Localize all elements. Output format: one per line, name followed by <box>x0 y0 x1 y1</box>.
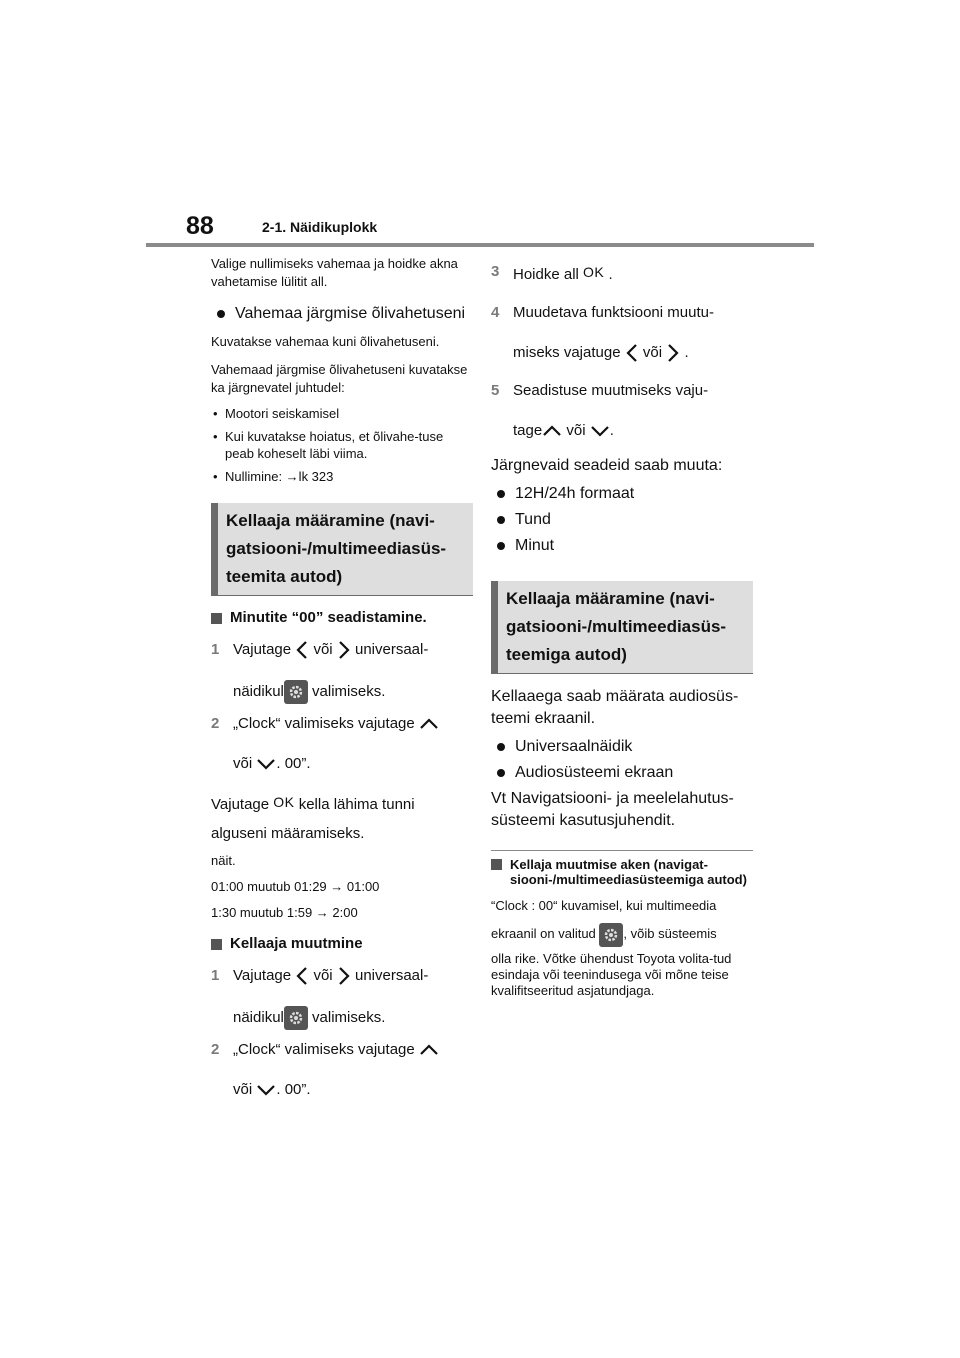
right-column <box>491 262 753 999</box>
chevron-left-icon <box>295 640 309 660</box>
bullet-dot <box>497 769 505 777</box>
subheading-minutes <box>211 608 473 628</box>
left-column <box>211 255 473 1100</box>
bullet-text: Vahemaa järgmise õlivahetuseni <box>235 305 466 322</box>
chevron-down-icon <box>590 424 610 438</box>
chevron-left-icon <box>295 966 309 986</box>
step-number: 3 <box>491 263 500 280</box>
chevron-up-icon <box>542 424 562 438</box>
example-2: 1:30 muutub 1:59 → 2:00 <box>211 905 358 921</box>
step-number: 2 <box>211 1041 220 1059</box>
ok-icon: OK <box>273 794 295 811</box>
step-5: 5 Seadistuse muutmiseks vaju- tage või . <box>491 382 709 440</box>
subheading-change-time <box>211 934 473 954</box>
list-item: • Mootori seiskamisel <box>211 405 473 422</box>
list-item: • Nullimine: →lk 323 <box>211 468 473 485</box>
intro-text: Valige nullimiseks vahemaa ja hoidke akna vahetamise lülitit all. <box>211 256 458 289</box>
gear-icon <box>284 680 308 704</box>
bullet-dot <box>497 490 505 498</box>
bullet-dot <box>497 542 505 550</box>
chevron-up-icon <box>419 1043 439 1057</box>
square-marker <box>211 613 222 624</box>
chevron-right-icon <box>666 343 680 363</box>
header-rule <box>146 243 814 247</box>
example-label: näit. <box>211 853 236 869</box>
setting-item: Tund <box>491 509 753 531</box>
bullet-oil-change <box>211 303 473 325</box>
oil-p2: Vahemaad järgmise õlivahetuseni kuvatakse ka järgnevatel juhtudel: <box>211 362 468 395</box>
bullet-dot <box>217 310 225 318</box>
chevron-left-icon <box>625 343 639 363</box>
example-1: 01:00 muutub 01:29 → 01:00 <box>211 879 380 895</box>
gear-icon <box>284 1006 308 1030</box>
note-line-3: olla rike. Võtke ühendust Toyota volita-tud esindaja või teenindusega või mõne teise kvalifitseeritud asjatundjaga. <box>491 951 732 999</box>
step-number: 1 <box>211 967 220 985</box>
chevron-right-icon <box>337 640 351 660</box>
setting-item: 12H/24h formaat <box>491 483 753 505</box>
chevron-down-icon <box>256 1083 276 1097</box>
square-marker <box>491 859 502 870</box>
step-number: 2 <box>211 715 220 733</box>
step-number: 5 <box>491 382 500 400</box>
section-title: 2-1. Näidikuplokk <box>262 219 378 235</box>
subheading-text: Kellaaja muutmine <box>230 935 363 953</box>
audio-system-text: Kellaaega saab määrata audiosüs-teemi ekraanil. <box>491 688 739 728</box>
heading-with-nav: Kellaaja määramine (navi-gatsiooni-/multimeediasüs-teemiga autod) <box>491 581 753 674</box>
bullet-dot <box>497 743 505 751</box>
heading-no-nav: Kellaaja määramine (navi-gatsiooni-/multimeediasüs-teemita autod) <box>211 503 473 596</box>
oil-p1: Kuvatakse vahemaa kuni õlivahetuseni. <box>211 334 440 349</box>
press-ok-text: Vajutage OK kella lähima tunni alguseni määramiseks. <box>211 788 473 848</box>
step-1: 1 Vajutage või universaal- näidikul valimiseks. <box>211 640 473 704</box>
square-marker <box>211 939 222 950</box>
can-change-text: Järgnevaid seadeid saab muuta: <box>491 457 723 475</box>
option-item: Universaalnäidik <box>491 736 753 758</box>
gear-icon <box>599 923 623 947</box>
setting-item: Minut <box>491 535 753 557</box>
step-4: 4 Muudetava funktsiooni muutu- miseks vajatuge või . <box>491 303 753 363</box>
page-number: 88 <box>186 212 214 240</box>
bullet-dot <box>497 516 505 524</box>
chevron-right-icon <box>337 966 351 986</box>
option-item: Audiosüsteemi ekraan <box>491 762 753 784</box>
step-number: 4 <box>491 304 500 321</box>
chevron-up-icon <box>419 717 439 731</box>
step-2b: 2 „Clock“ valimiseks vajutage või . 00”. <box>211 1040 473 1100</box>
step-1b: 1 Vajutage või universaal- näidikul valimiseks. <box>211 966 473 1030</box>
step-2: 2 „Clock“ valimiseks vajutage või . 00”. <box>211 714 473 774</box>
step-number: 1 <box>211 641 220 658</box>
note-rule <box>491 850 753 851</box>
subheading-text: Minutite “00” seadistamine. <box>230 609 427 626</box>
note-line-1: “Clock : 00“ kuvamisel, kui multimeedia <box>491 898 717 914</box>
manual-reference-text: Vt Navigatsiooni- ja meelelahutus-süsteemi kasutusjuhendit. <box>491 790 734 830</box>
step-3: 3 Hoidke all OK . <box>491 263 613 283</box>
list-item: • Kui kuvatakse hoiatus, et õlivahe-tuse peab koheselt läbi viima. <box>211 428 473 462</box>
note-heading: Kellaja muutmise aken (navigat-siooni-/multimeediasüsteemiga autod) <box>491 857 753 887</box>
oil-conditions-list <box>211 405 473 485</box>
ok-icon: OK <box>583 264 605 280</box>
note-line-2: ekraanil on valitud , võib süsteemis <box>491 921 753 947</box>
chevron-down-icon <box>256 757 276 771</box>
